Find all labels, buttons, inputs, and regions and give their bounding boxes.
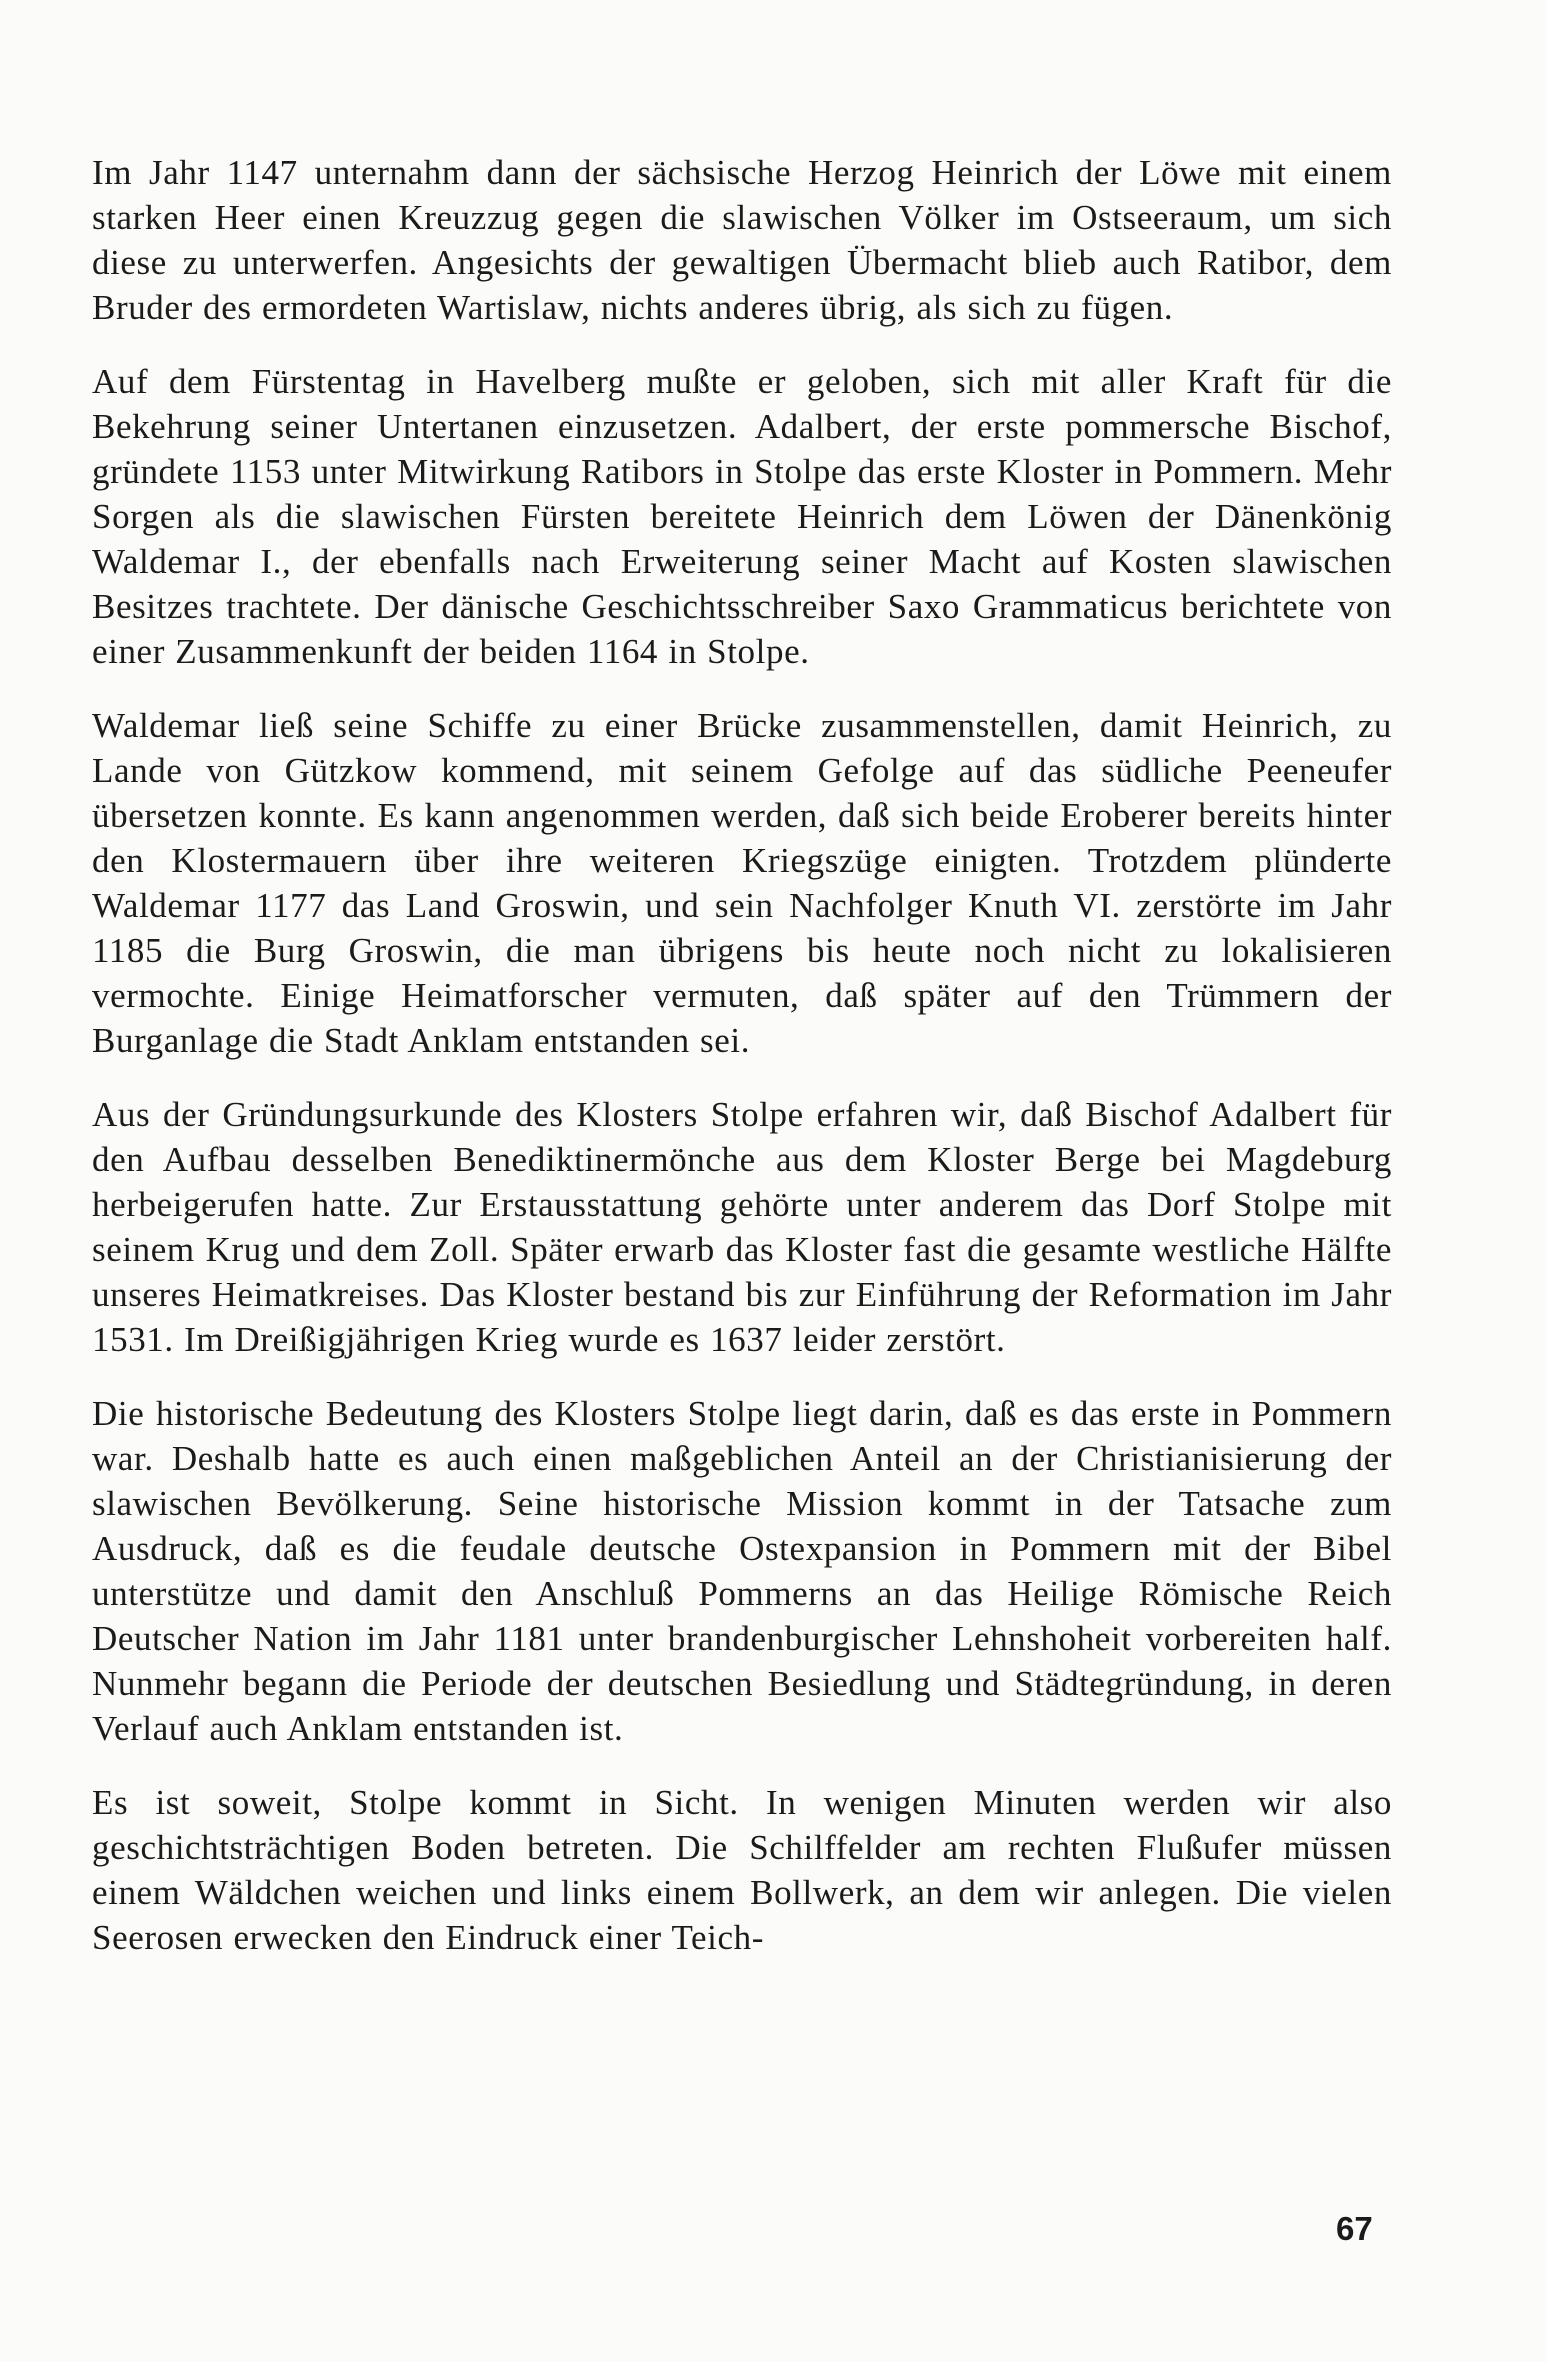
paragraph-4: Aus der Gründungsurkunde des Klosters Stolpe erfahren wir, daß Bischof Adalbert für den Aufbau desselben Benediktinermönche aus dem Kloster Berge bei Magdeburg herbeigerufen hatte. Zur Erstausstattung gehörte unter anderem das Dorf Stolpe mit seinem Krug und dem Zoll. Später erwarb das Kloster fast die gesamte westliche Hälfte unseres Heimatkreises. Das Kloster bestand bis zur Einführung der Reformation im Jahr 1531. Im Dreißigjährigen Krieg wurde es 1637 leider zerstört. bbox=[92, 1095, 1392, 1359]
paragraph-1: Im Jahr 1147 unternahm dann der sächsische Herzog Heinrich der Löwe mit einem starken Heer einen Kreuzzug gegen die slawischen Völker im Ostseeraum, um sich diese zu unterwerfen. Angesichts der gewaltigen Übermacht blieb auch Ratibor, dem Bruder des ermordeten Wartislaw, nichts anderes übrig, als sich zu fügen. bbox=[92, 153, 1392, 327]
paragraph-3: Waldemar ließ seine Schiffe zu einer Brücke zusammenstellen, damit Heinrich, zu Lande von Gützkow kommend, mit seinem Gefolge auf das südliche Peeneufer übersetzen konnte. Es kann angenommen werden, daß sich beide Eroberer bereits hinter den Klostermauern über ihre weiteren Kriegszüge einigten. Trotzdem plünderte Waldemar 1177 das Land Groswin, und sein Nachfolger Knuth VI. zerstörte im Jahr 1185 die Burg Groswin, die man übrigens bis heute noch nicht zu lokalisieren vermochte. Einige Heimatforscher vermuten, daß später auf den Trümmern der Burganlage die Stadt Anklam entstanden sei. bbox=[92, 706, 1392, 1060]
paragraph-6: Es ist soweit, Stolpe kommt in Sicht. In wenigen Minuten werden wir also geschichtsträchtigen Boden betreten. Die Schilffelder am rechten Flußufer müssen einem Wäldchen weichen und links einem Bollwerk, an dem wir anlegen. Die vielen Seerosen erwecken den Eindruck einer Teich- bbox=[92, 1783, 1392, 1957]
body-text bbox=[92, 150, 1392, 1989]
paragraph-2: Auf dem Fürstentag in Havelberg mußte er geloben, sich mit aller Kraft für die Bekehrung seiner Untertanen einzusetzen. Adalbert, der erste pommersche Bischof, gründete 1153 unter Mitwirkung Ratibors in Stolpe das erste Kloster in Pommern. Mehr Sorgen als die slawischen Fürsten bereitete Heinrich dem Löwen der Dänenkönig Waldemar I., der ebenfalls nach Erweiterung seiner Macht auf Kosten slawischen Besitzes trachtete. Der dänische Geschichtsschreiber Saxo Grammaticus berichtete von einer Zusammenkunft der beiden 1164 in Stolpe. bbox=[92, 362, 1392, 671]
paragraph-5: Die historische Bedeutung des Klosters Stolpe liegt darin, daß es das erste in Pommern war. Deshalb hatte es auch einen maßgeblichen Anteil an der Christianisierung der slawischen Bevölkerung. Seine historische Mission kommt in der Tatsache zum Ausdruck, daß es die feudale deutsche Ostexpansion in Pommern mit der Bibel unterstütze und damit den Anschluß Pommerns an das Heilige Römische Reich Deutscher Nation im Jahr 1181 unter brandenburgischer Lehnshoheit vorbereiten half. Nunmehr begann die Periode der deutschen Besiedlung und Städtegründung, in deren Verlauf auch Anklam entstanden ist. bbox=[92, 1394, 1392, 1748]
page-number: 67 bbox=[1336, 2210, 1373, 2247]
